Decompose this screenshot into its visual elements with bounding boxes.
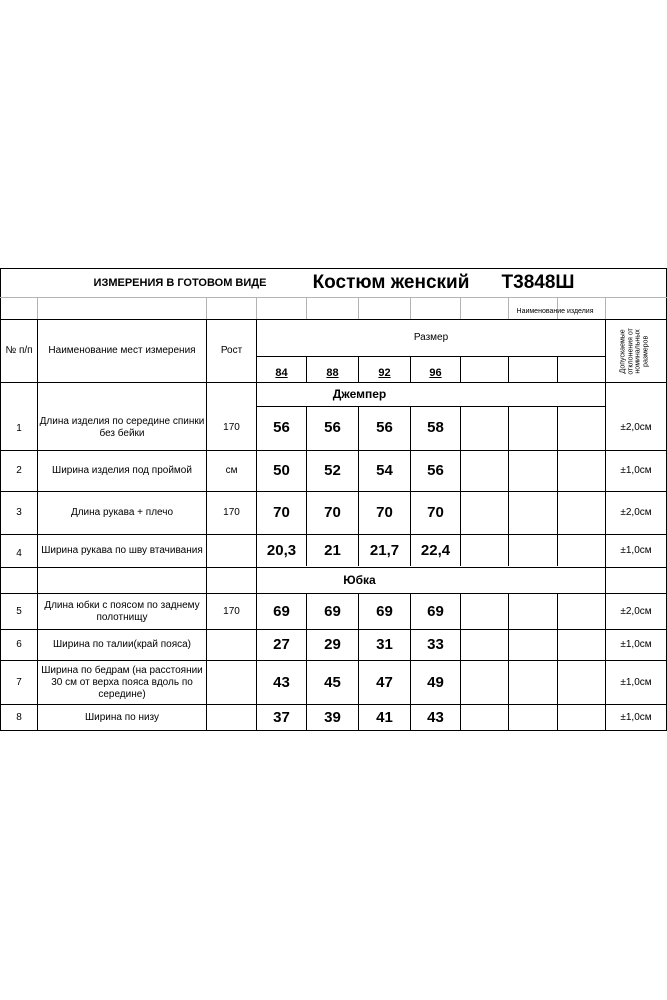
grid-line bbox=[557, 356, 558, 382]
column-header-number: № п/п bbox=[5, 345, 33, 356]
row-number: 8 bbox=[16, 711, 22, 723]
grid-line bbox=[460, 593, 461, 730]
grid-line bbox=[557, 406, 558, 566]
row-tolerance: ±2,0см bbox=[620, 507, 652, 518]
column-header-tolerance: Допускаемые отклонения от номинальных размеров bbox=[619, 327, 650, 375]
row-value: 70 bbox=[324, 504, 341, 521]
row-measurement-name: Длина юбки с поясом по заднему полотнищу bbox=[44, 599, 200, 623]
row-value: 21 bbox=[324, 542, 341, 559]
size-label: 84 bbox=[275, 366, 288, 379]
article-number: Т3848Ш bbox=[501, 271, 575, 293]
grid-line bbox=[306, 297, 307, 319]
grid-line bbox=[557, 593, 558, 730]
row-tolerance: ±1,0см bbox=[620, 545, 652, 556]
row-number: 6 bbox=[16, 639, 22, 650]
grid-line bbox=[256, 297, 257, 319]
row-height: 170 bbox=[223, 422, 240, 433]
row-value: 29 bbox=[324, 636, 341, 653]
row-value: 70 bbox=[376, 504, 393, 521]
column-header-height: Рост bbox=[220, 345, 243, 356]
grid-line bbox=[410, 297, 411, 319]
row-value: 27 bbox=[273, 636, 290, 653]
row-value: 56 bbox=[427, 462, 444, 479]
row-value: 20,3 bbox=[266, 542, 297, 559]
row-tolerance: ±1,0см bbox=[620, 465, 652, 476]
row-value: 22,4 bbox=[420, 542, 451, 559]
row-measurement-name: Ширина рукава по шву втачивания bbox=[41, 545, 203, 556]
grid-line bbox=[0, 297, 667, 298]
size-label: 96 bbox=[429, 366, 442, 379]
row-value: 21,7 bbox=[369, 542, 400, 559]
column-header-size: Размер bbox=[413, 332, 449, 343]
row-value: 43 bbox=[273, 673, 290, 691]
row-height bbox=[207, 661, 256, 704]
row-value: 39 bbox=[324, 708, 341, 726]
row-value: 33 bbox=[427, 636, 444, 653]
row-measurement-name: Ширина изделия под проймой bbox=[52, 465, 192, 476]
grid-line bbox=[358, 297, 359, 319]
size-label: 92 bbox=[378, 366, 391, 379]
row-height bbox=[207, 630, 256, 660]
column-header-name: Наименование мест измерения bbox=[48, 345, 196, 356]
row-value: 69 bbox=[273, 602, 290, 620]
row-value: 69 bbox=[376, 602, 393, 620]
row-number: 2 bbox=[16, 465, 22, 476]
row-tolerance: ±2,0см bbox=[620, 605, 652, 617]
section-header-jumper: Джемпер bbox=[332, 387, 387, 402]
row-measurement-name: Длина изделия по середине спинки без бейки bbox=[39, 416, 205, 439]
grid-line bbox=[256, 356, 605, 357]
grid-line bbox=[460, 406, 461, 566]
row-tolerance: ±2,0см bbox=[620, 422, 652, 433]
row-value: 52 bbox=[324, 462, 341, 479]
row-tolerance: ±1,0см bbox=[620, 639, 652, 650]
row-tolerance: ±1,0см bbox=[620, 676, 652, 688]
row-value: 56 bbox=[273, 419, 290, 436]
row-height bbox=[207, 535, 256, 567]
row-height bbox=[207, 705, 256, 730]
row-value: 45 bbox=[324, 673, 341, 691]
grid-line bbox=[37, 297, 38, 319]
header-caption: ИЗМЕРЕНИЯ В ГОТОВОМ ВИДЕ bbox=[93, 277, 267, 290]
row-height: 170 bbox=[223, 507, 240, 518]
row-value: 58 bbox=[427, 419, 444, 436]
row-value: 69 bbox=[324, 602, 341, 620]
row-height: 170 bbox=[223, 605, 240, 617]
row-value: 54 bbox=[376, 462, 393, 479]
grid-line bbox=[206, 297, 207, 319]
row-measurement-name: Ширина по талии(край пояса) bbox=[52, 639, 192, 650]
row-number: 1 bbox=[16, 423, 22, 434]
row-value: 56 bbox=[376, 419, 393, 436]
row-value: 56 bbox=[324, 419, 341, 436]
row-value: 37 bbox=[273, 708, 290, 726]
product-name-note: Наименование изделия bbox=[516, 307, 594, 315]
grid-line bbox=[508, 593, 509, 730]
grid-line bbox=[508, 406, 509, 566]
measurement-table bbox=[0, 268, 667, 731]
row-value: 70 bbox=[273, 504, 290, 521]
grid-line bbox=[0, 730, 667, 731]
row-number: 4 bbox=[16, 548, 22, 559]
row-tolerance: ±1,0см bbox=[620, 711, 652, 723]
row-number: 5 bbox=[16, 605, 22, 617]
row-value: 41 bbox=[376, 708, 393, 726]
grid-line bbox=[508, 356, 509, 382]
row-measurement-name: Ширина по низу bbox=[84, 711, 160, 723]
grid-line bbox=[460, 356, 461, 382]
row-measurement-name: Длина рукава + плечо bbox=[70, 507, 174, 518]
row-value: 50 bbox=[273, 462, 290, 479]
row-value: 69 bbox=[427, 602, 444, 620]
row-number: 7 bbox=[16, 676, 22, 688]
section-header-skirt: Юбка bbox=[343, 573, 376, 588]
row-value: 47 bbox=[376, 673, 393, 691]
row-value: 49 bbox=[427, 673, 444, 691]
row-height: см bbox=[225, 465, 238, 476]
row-value: 70 bbox=[427, 504, 444, 521]
grid-line bbox=[0, 268, 667, 269]
row-value: 31 bbox=[376, 636, 393, 653]
row-number: 3 bbox=[16, 507, 22, 518]
row-value: 43 bbox=[427, 708, 444, 726]
size-label: 88 bbox=[326, 366, 339, 379]
product-name: Костюм женский bbox=[312, 271, 470, 293]
row-measurement-name: Ширина по бедрам (на расстоянии 30 см от верха пояса вдоль по середине) bbox=[41, 664, 203, 700]
grid-line bbox=[460, 297, 461, 319]
